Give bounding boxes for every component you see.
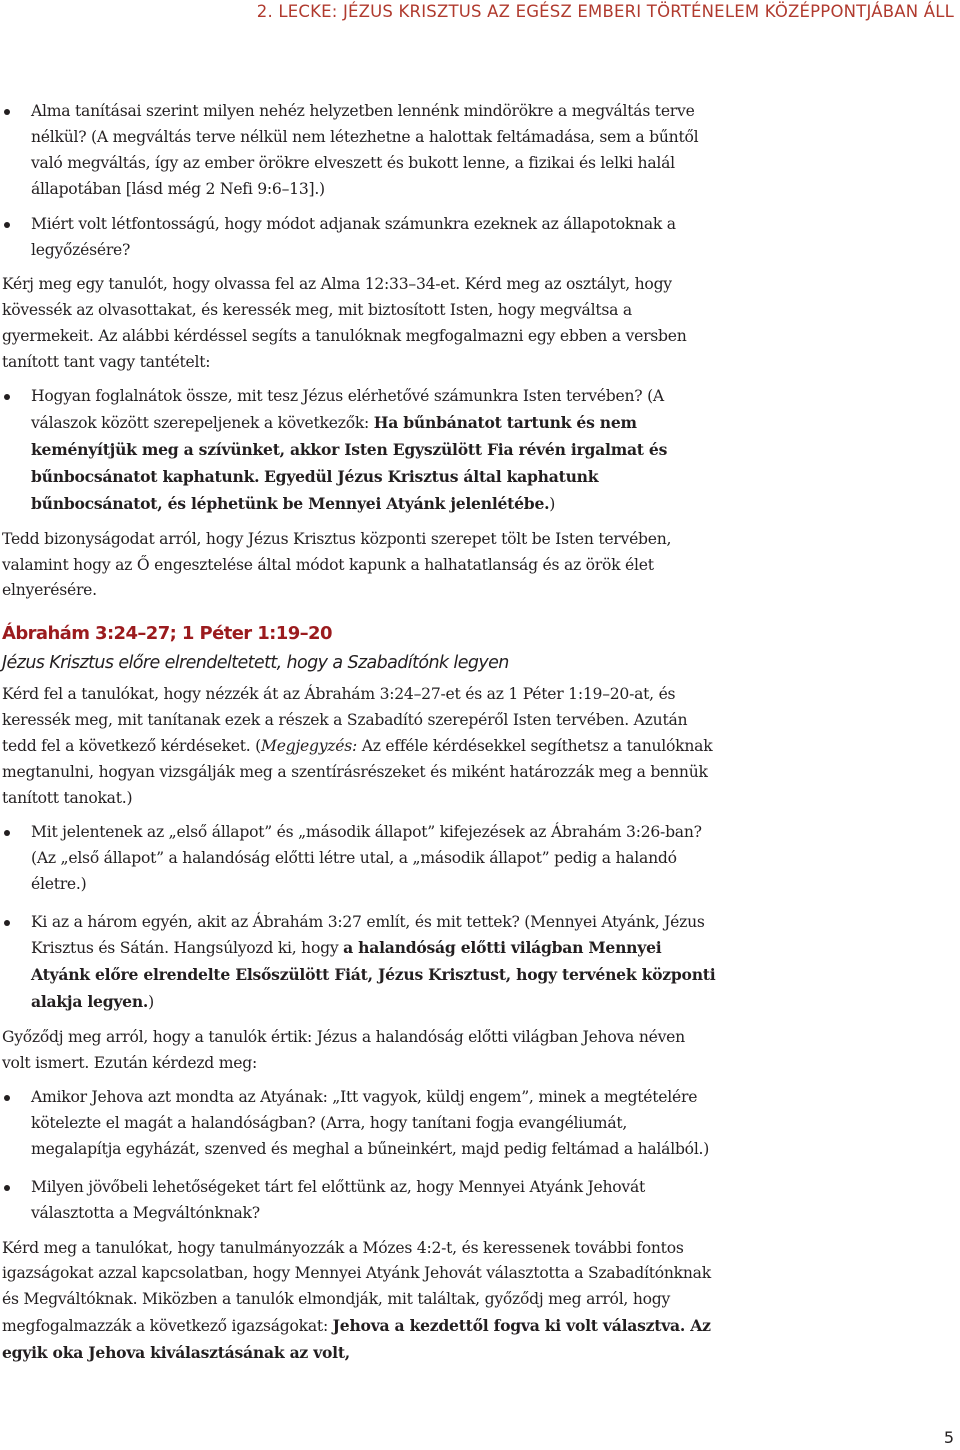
list-item (2, 212, 718, 264)
bullet-icon (4, 1185, 10, 1191)
instruction-text: Kérd meg a tanulókat, hogy tanulmányozzák a Mózes 4:2-t, és keressenek további fontos igazságokat azzal kapcsolatban, hogy Mennyei Atyánk Jehovát választotta a Szabadítónknak és Megváltóknak. Miközben a tanulók elmondják, mit találtak, győződj meg arról, hogy megfogalmazzák a következő igazságokat: (2, 1238, 711, 1336)
question-text: Miért volt létfontosságú, hogy módot adjanak számunkra ezeknek az állapotoknak a legyőzésére? (31, 214, 676, 259)
list-item (2, 99, 718, 203)
scripture-reference-heading: Ábrahám 3:24–27; 1 Péter 1:19–20 (2, 623, 332, 645)
question-text: Alma tanításai szerint milyen nehéz helyzetben lennénk mindörökre a megváltás terve nélkül? (A megváltás terve nélkül nem létezhetne a halottak feltámadása, sem a bűntől való megváltás, így az ember örökre elveszett és bukott lenne, a fizikai és lelki halál állapotában [lásd még 2 Nefi 9:6–13].) (31, 102, 699, 198)
closing-paren: ) (148, 993, 154, 1012)
list-item (2, 820, 718, 898)
section-subtitle: Jézus Krisztus előre elrendeltetett, hogy a Szabadítónk legyen (2, 653, 509, 674)
estate-question-list (2, 820, 718, 1016)
bullet-icon (4, 109, 10, 115)
note-label: Megjegyzés: (261, 737, 357, 756)
question-text: Amikor Jehova azt mondta az Atyának: „Itt vagyok, küldj engem”, minek a megtételére kötelezte el magát a halandóságban? (Arra, hogy tanítani fogja evangéliumát, megalapítja egyházát, szenved és meghal a bűneinkért, majd pedig feltámad a halálból.) (31, 1088, 710, 1158)
list-item (2, 1175, 718, 1227)
doctrine-statement: a halandóság előtti világban Mennyei Atyánk előre elrendelte Elsőszülött Fiát, Jézus Krisztust, hogy tervének központi alakja legyen. (31, 938, 716, 1012)
summary-question-list (2, 384, 718, 518)
closing-paren: ) (549, 494, 556, 513)
list-item (2, 384, 718, 518)
question-text: Hogyan foglalnátok össze, mit tesz Jézus elérhetővé számunkra Isten tervében? (A válaszok között szerepeljenek a következők: (31, 387, 664, 432)
jehovah-paragraph: Győződj meg arról, hogy a tanulók értik: Jézus a halandóság előtti világban Jehova néven volt ismert. Ezután kérdezd meg: (2, 1028, 685, 1073)
list-item (2, 910, 718, 1017)
lesson-content (2, 99, 718, 1375)
bullet-icon (4, 1095, 10, 1101)
bullet-icon (4, 830, 10, 836)
question-text: Ki az a három egyén, akit az Ábrahám 3:27 említ, és mit tettek? (Mennyei Atyánk, Jézus Krisztus és Sátán. Hangsúlyozd ki, hogy (31, 912, 705, 958)
running-header: 2. LECKE: JÉZUS KRISZTUS AZ EGÉSZ EMBERI TÖRTÉNELEM KÖZÉPPONTJÁBAN ÁLL (256, 2, 954, 21)
instruction-text: Kérd fel a tanulókat, hogy nézzék át az Ábrahám 3:24–27-et és az 1 Péter 1:19–20-at, és keressék meg, mit tanítanak ezek a részek a Szabadító szerepéről Isten tervében. Azután tedd fel a következő kérdéseket. ( (2, 685, 688, 756)
doctrine-statement: Egyedül Jézus Krisztus által kaphatunk bűnbocsánatot, és léphetünk be Mennyei Atyánk jelenlétébe. (31, 466, 599, 513)
list-item (2, 1085, 718, 1163)
bullet-icon (4, 394, 10, 400)
bullet-icon (4, 920, 10, 926)
page-number: 5 (943, 1428, 954, 1447)
bullet-icon (4, 222, 10, 228)
jehovah-question-list (2, 1085, 718, 1227)
doctrine-statement: Jehova a kezdettől fogva ki volt választva. Az egyik oka Jehova kiválasztásának az volt, (2, 1316, 711, 1363)
final-paragraph (2, 1236, 718, 1368)
instruction-paragraph: Kérj meg egy tanulót, hogy olvassa fel az Alma 12:33–34-et. Kérd meg az osztályt, hogy kövessék az olvasottakat, és keressék meg, mit biztosított Isten, hogy megváltsa a gyermekeit. Az alábbi kérdéssel segíts a tanulóknak megfogalmazni egy ebben a versben tanított tant vagy tantételt: (2, 275, 687, 372)
note-text: Az efféle kérdésekkel segíthetsz a tanulóknak megtanulni, hogyan vizsgálják meg a szentírásrészeket és miként határozzák meg a bennük tanított tanokat.) (2, 737, 713, 807)
question-text: Mit jelentenek az „első állapot” és „második állapot” kifejezések az Ábrahám 3:26-ban? (Az „első állapot” a halandóság előtti létre utal, a „második állapot” pedig a halandó életre.) (31, 822, 702, 893)
testimony-paragraph: Tedd bizonyságodat arról, hogy Jézus Krisztus központi szerepet tölt be Isten tervében, valamint hogy az Ő engesztelése által módot kapunk a halhatatlanság és az örök élet elnyerésére. (2, 529, 672, 600)
question-text: Milyen jövőbeli lehetőségeket tárt fel előttünk az, hogy Mennyei Atyánk Jehovát választotta a Megváltónknak? (31, 1177, 646, 1222)
intro-question-list (2, 99, 718, 263)
doctrine-statement: Ha bűnbánatot tartunk és nem keményítjük meg a szívünket, akkor Isten Egyszülött Fia révén irgalmat és bűnbocsánatot kaphatunk. (31, 412, 668, 486)
instruction-paragraph (2, 682, 718, 812)
